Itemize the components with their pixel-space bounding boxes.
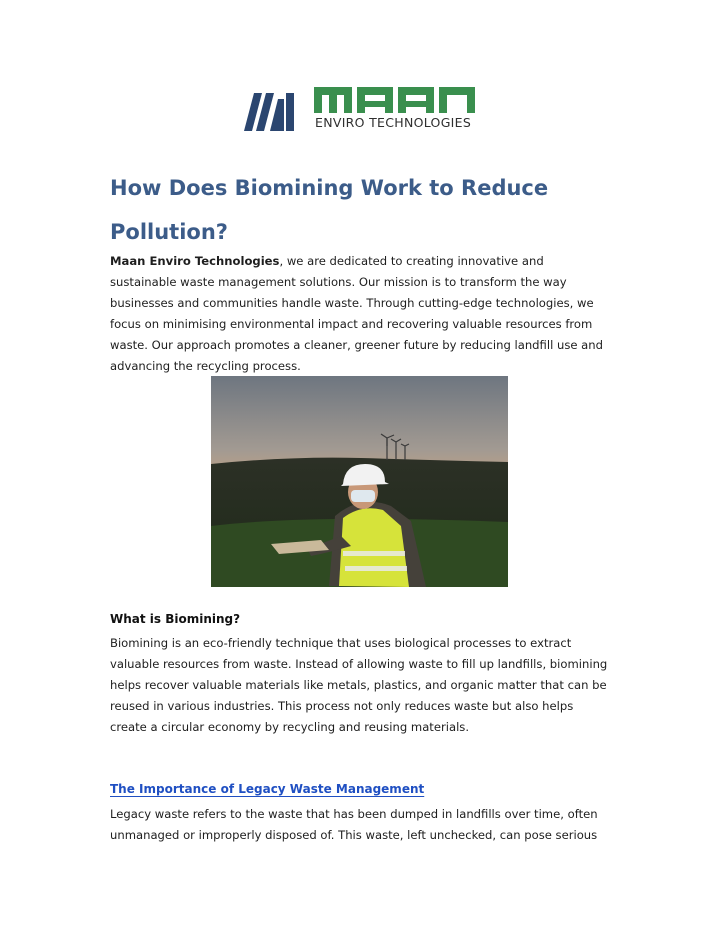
intro-text: , we are dedicated to creating innovative and sustainable waste management solutions. Our mission is to transform the way businesses and communities handle waste. Through cutting-edge technologies, we focus on minimising environmental impact and recovering valuable resources from waste. Our approach promotes a cleaner, greener future by reducing landfill use and advancing the recycling process. [110, 254, 603, 373]
section-link-legacy-waste[interactable]: The Importance of Legacy Waste Management [110, 782, 425, 796]
logo-wordmark [314, 85, 476, 115]
section-heading-biomining: What is Biomining? [110, 612, 241, 626]
worker-photo [211, 376, 508, 587]
section-paragraph-biomining: Biomining is an eco-friendly technique that uses biological processes to extract valuable resources from waste. Instead of allowing waste to fill up landfills, biomining helps recover valuable materials like metals, plastics, and organic matter that can be reused in various industries. This process not only reduces waste but also helps create a circular economy by recycling and reusing materials. [110, 636, 608, 734]
company-name: Maan Enviro Technologies [110, 254, 280, 268]
logo-tagline: ENVIRO TECHNOLOGIES [315, 115, 472, 130]
company-logo [244, 83, 476, 133]
section-paragraph-legacy-waste: Legacy waste refers to the waste that has been dumped in landfills over time, often unmanaged or improperly disposed of. This waste, left unchecked, can pose serious [110, 807, 598, 842]
logo-mark-icon [244, 87, 296, 137]
page-title: How Does Biomining Work to Reduce Pollution? [110, 176, 549, 244]
intro-paragraph [110, 251, 610, 377]
